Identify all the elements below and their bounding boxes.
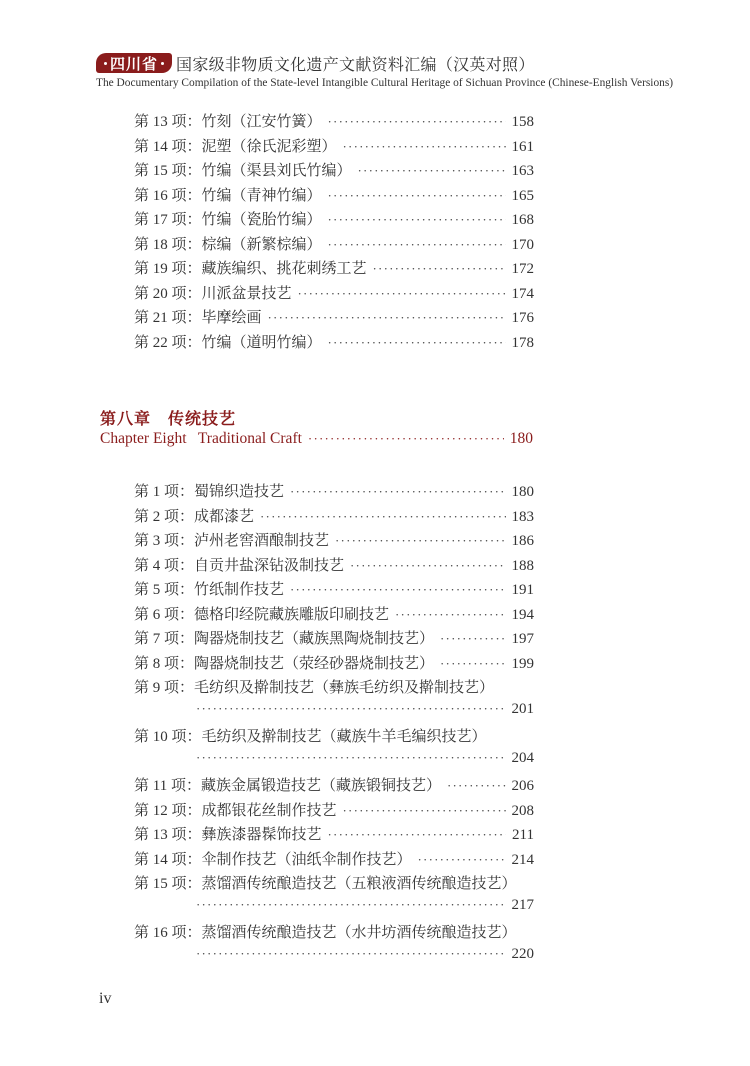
entry-page: 168 (511, 212, 534, 228)
leader-dots (440, 631, 505, 647)
entry-number: 第 5 项： (134, 582, 195, 598)
chapter-entry[interactable] (100, 430, 533, 448)
toc-entry[interactable] (134, 257, 534, 278)
leader-dots (350, 558, 505, 574)
entry-number: 第 2 项： (134, 508, 195, 525)
leader-dots (196, 750, 506, 766)
entry-number: 第 14 项： (134, 138, 202, 155)
toc-entry[interactable] (134, 110, 534, 131)
toc-entry-continuation[interactable] (196, 750, 534, 767)
leader-dots (447, 778, 506, 794)
dot-icon (161, 62, 164, 65)
leader-dots (196, 701, 506, 717)
toc-entry[interactable] (134, 135, 534, 156)
entry-page: 206 (511, 778, 534, 794)
leader-dots (335, 533, 505, 549)
entry-number: 第 13 项： (134, 827, 202, 843)
toc-entry[interactable] (134, 208, 534, 229)
entry-number: 第 18 项： (134, 236, 202, 253)
entry-page: 201 (511, 700, 534, 717)
entry-title: 毛纺织及擀制技艺（藏族牛羊毛编织技艺） (201, 729, 487, 745)
dot-icon (104, 62, 107, 65)
leader-dots (440, 656, 505, 672)
entry-number: 第 12 项： (134, 802, 202, 819)
toc-entry[interactable] (134, 823, 534, 844)
entry-number: 第 7 项： (134, 631, 195, 647)
entry-page: 172 (511, 261, 534, 277)
entry-number: 第 11 项： (134, 778, 201, 794)
entry-number: 第 17 项： (134, 212, 202, 228)
entry-number: 第 14 项： (134, 851, 202, 868)
entry-title: 竹编（渠县刘氏竹编） (201, 163, 352, 179)
toc-entry-continuation[interactable] (196, 946, 534, 963)
entry-number: 第 8 项： (134, 655, 195, 672)
toc-entry[interactable] (134, 799, 534, 820)
entry-page: 178 (511, 334, 534, 351)
leader-dots (268, 310, 506, 326)
entry-number: 第 16 项： (134, 187, 202, 204)
entry-page: 188 (511, 557, 534, 574)
leader-dots (308, 431, 504, 447)
toc-entry[interactable] (134, 306, 534, 327)
entry-page: 174 (511, 285, 534, 302)
entry-number: 第 20 项： (134, 285, 202, 302)
entry-title: 成都银花丝制作技艺 (201, 802, 337, 819)
leader-dots (343, 803, 506, 819)
leader-dots (395, 607, 505, 623)
entry-page: 170 (511, 236, 534, 253)
leader-dots (196, 897, 506, 913)
entry-title: 棕编（新繁棕编） (201, 236, 322, 253)
entry-title: 蒸馏酒传统酿造技艺（五粮液酒传统酿造技艺） (201, 876, 517, 892)
badge-label: 四川省 (110, 56, 159, 73)
toc-entry[interactable] (134, 627, 534, 648)
toc-entry[interactable] (134, 774, 534, 795)
entry-page: 217 (511, 896, 534, 913)
entry-page: 208 (511, 802, 534, 819)
entry-page: 199 (511, 655, 534, 672)
entry-number: 第 1 项： (134, 484, 195, 500)
leader-dots (418, 852, 506, 868)
entry-title: 毕摩绘画 (201, 310, 262, 326)
entry-page: 176 (511, 310, 534, 326)
toc-entry[interactable] (134, 848, 534, 869)
entry-title: 竹编（瓷胎竹编） (201, 212, 322, 228)
entry-title: 毛纺织及擀制技艺（彝族毛纺织及擀制技艺） (194, 680, 495, 696)
entry-title: 成都漆艺 (194, 508, 255, 525)
entry-page: 165 (511, 187, 534, 204)
entry-number: 第 4 项： (134, 557, 195, 574)
leader-dots (260, 509, 505, 525)
entry-title: 自贡井盐深钻汲制技艺 (194, 557, 345, 574)
leader-dots (343, 139, 506, 155)
toc-entry[interactable] (134, 554, 534, 575)
entry-page: 186 (511, 533, 534, 549)
entry-title: 竹编（青神竹编） (201, 187, 322, 204)
chapter-title-en: Chapter Eight Traditional Craft (100, 430, 302, 447)
toc-entry-continuation[interactable] (196, 897, 534, 914)
toc-entry[interactable] (134, 578, 534, 599)
entry-title: 彝族漆器髹饰技艺 (201, 827, 322, 843)
toc-entry[interactable] (134, 480, 534, 501)
entry-title: 伞制作技艺（油纸伞制作技艺） (201, 851, 412, 868)
entry-number: 第 15 项： (134, 876, 202, 892)
leader-dots (328, 212, 506, 228)
entry-title: 竹刻（江安竹簧） (201, 114, 322, 130)
entry-page: 191 (511, 582, 534, 598)
entry-number: 第 22 项： (134, 334, 202, 351)
entry-title: 竹纸制作技艺 (194, 582, 285, 598)
entry-page: 204 (511, 749, 534, 766)
entry-title: 藏族编织、挑花刺绣工艺 (201, 261, 367, 277)
entry-title: 川派盆景技艺 (201, 285, 292, 302)
leader-dots (328, 335, 506, 351)
entry-number: 第 21 项： (134, 310, 202, 326)
leader-dots (328, 827, 507, 843)
toc-entry[interactable] (134, 331, 534, 352)
entry-page: 180 (511, 484, 534, 500)
leader-dots (328, 237, 506, 253)
toc-entry-continuation[interactable] (196, 701, 534, 718)
entry-page: 214 (511, 851, 534, 868)
header-title-cn: 国家级非物质文化遗产文献资料汇编（汉英对照） (176, 56, 535, 74)
entry-page: 194 (511, 606, 534, 623)
toc-entry[interactable] (134, 872, 544, 893)
entry-title: 蒸馏酒传统酿造技艺（水井坊酒传统酿造技艺） (201, 925, 517, 941)
toc-entry[interactable] (134, 921, 544, 942)
entry-page: 211 (512, 827, 534, 843)
entry-number: 第 3 项： (134, 533, 195, 549)
header-title-en: The Documentary Compilation of the State-level Intangible Cultural Heritage of Sichuan Province (Chinese-English Versions) (96, 77, 674, 89)
leader-dots (196, 946, 506, 962)
entry-title: 陶器烧制技艺（荥经砂器烧制技艺） (194, 655, 435, 672)
entry-number: 第 19 项： (134, 261, 202, 277)
leader-dots (328, 114, 506, 130)
entry-number: 第 9 项： (134, 680, 195, 696)
toc-entry[interactable] (134, 282, 534, 303)
province-badge (96, 53, 172, 73)
entry-title: 泥塑（徐氏泥彩塑） (201, 138, 337, 155)
entry-number: 第 15 项： (134, 163, 202, 179)
page-number: iv (99, 990, 112, 1007)
leader-dots (290, 582, 505, 598)
toc-entry[interactable] (134, 676, 534, 697)
toc-entry[interactable] (134, 652, 534, 673)
toc-entry[interactable] (134, 529, 534, 550)
leader-dots (358, 163, 506, 179)
entry-page: 197 (511, 631, 534, 647)
entry-page: 163 (511, 163, 534, 179)
leader-dots (373, 261, 506, 277)
chapter-title-cn: 第八章 传统技艺 (100, 411, 237, 428)
entry-page: 161 (511, 138, 534, 155)
entry-number: 第 13 项： (134, 114, 202, 130)
entry-title: 泸州老窖酒酿制技艺 (194, 533, 330, 549)
entry-page: 220 (511, 945, 534, 962)
toc-entry[interactable] (134, 159, 534, 180)
entry-title: 德格印经院藏族雕版印刷技艺 (194, 606, 390, 623)
toc-entry[interactable] (134, 233, 534, 254)
entry-title: 陶器烧制技艺（藏族黑陶烧制技艺） (194, 631, 435, 647)
toc-entry[interactable] (134, 184, 534, 205)
toc-entry[interactable] (134, 603, 534, 624)
leader-dots (328, 188, 506, 204)
entry-title: 藏族金属锻造技艺（藏族锻铜技艺） (200, 778, 441, 794)
entry-title: 蜀锦织造技艺 (194, 484, 285, 500)
entry-number: 第 16 项： (134, 925, 202, 941)
leader-dots (290, 484, 505, 500)
toc-entry[interactable] (134, 725, 534, 746)
running-header (96, 52, 674, 89)
entry-number: 第 6 项： (134, 606, 195, 623)
leader-dots (298, 286, 506, 302)
entry-title: 竹编（道明竹编） (201, 334, 322, 351)
chapter-page: 180 (509, 430, 533, 447)
toc-entry[interactable] (134, 505, 534, 526)
entry-page: 158 (511, 114, 534, 130)
entry-number: 第 10 项： (134, 729, 202, 745)
entry-page: 183 (511, 508, 534, 525)
